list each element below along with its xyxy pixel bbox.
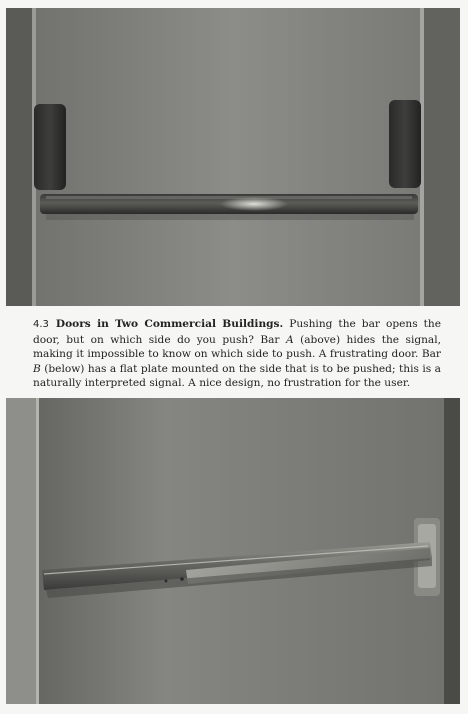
figure-caption bbox=[33, 317, 441, 391]
door-frame-left-edge bbox=[36, 398, 39, 704]
door-frame-left bbox=[6, 8, 32, 306]
bar-a-right-bracket bbox=[389, 100, 421, 188]
caption-text-1: Pushing the bar opens the door, but on which side do you push? Bar bbox=[33, 318, 442, 346]
photo-door-bar-a bbox=[6, 8, 460, 306]
caption-bar-b-label: B bbox=[33, 362, 41, 375]
caption-text-2: (above) hides the signal, making it impossible to know on which side to push. A frustrating door. Bar bbox=[33, 333, 442, 361]
rivet-icon bbox=[165, 580, 168, 583]
door-bar-a-illustration bbox=[6, 8, 460, 306]
rivet-icon bbox=[180, 577, 184, 581]
caption-text-3: (below) has a flat plate mounted on the side that is to be pushed; this is a naturally interpreted signal. A nice design, no frustration for the user. bbox=[33, 362, 441, 390]
figure-number: 4.3 bbox=[33, 319, 49, 330]
photo-door-bar-b bbox=[6, 398, 460, 704]
door-frame-right bbox=[424, 8, 460, 306]
bar-a-left-bracket bbox=[34, 104, 66, 190]
door-frame-right bbox=[444, 398, 460, 704]
figure-title: Doors in Two Commercial Buildings. bbox=[55, 318, 284, 330]
bar-a-highlight bbox=[220, 197, 288, 211]
door-bar-b-illustration bbox=[6, 398, 460, 704]
door-frame-left bbox=[6, 398, 36, 704]
caption-bar-a-label: A bbox=[285, 333, 294, 346]
